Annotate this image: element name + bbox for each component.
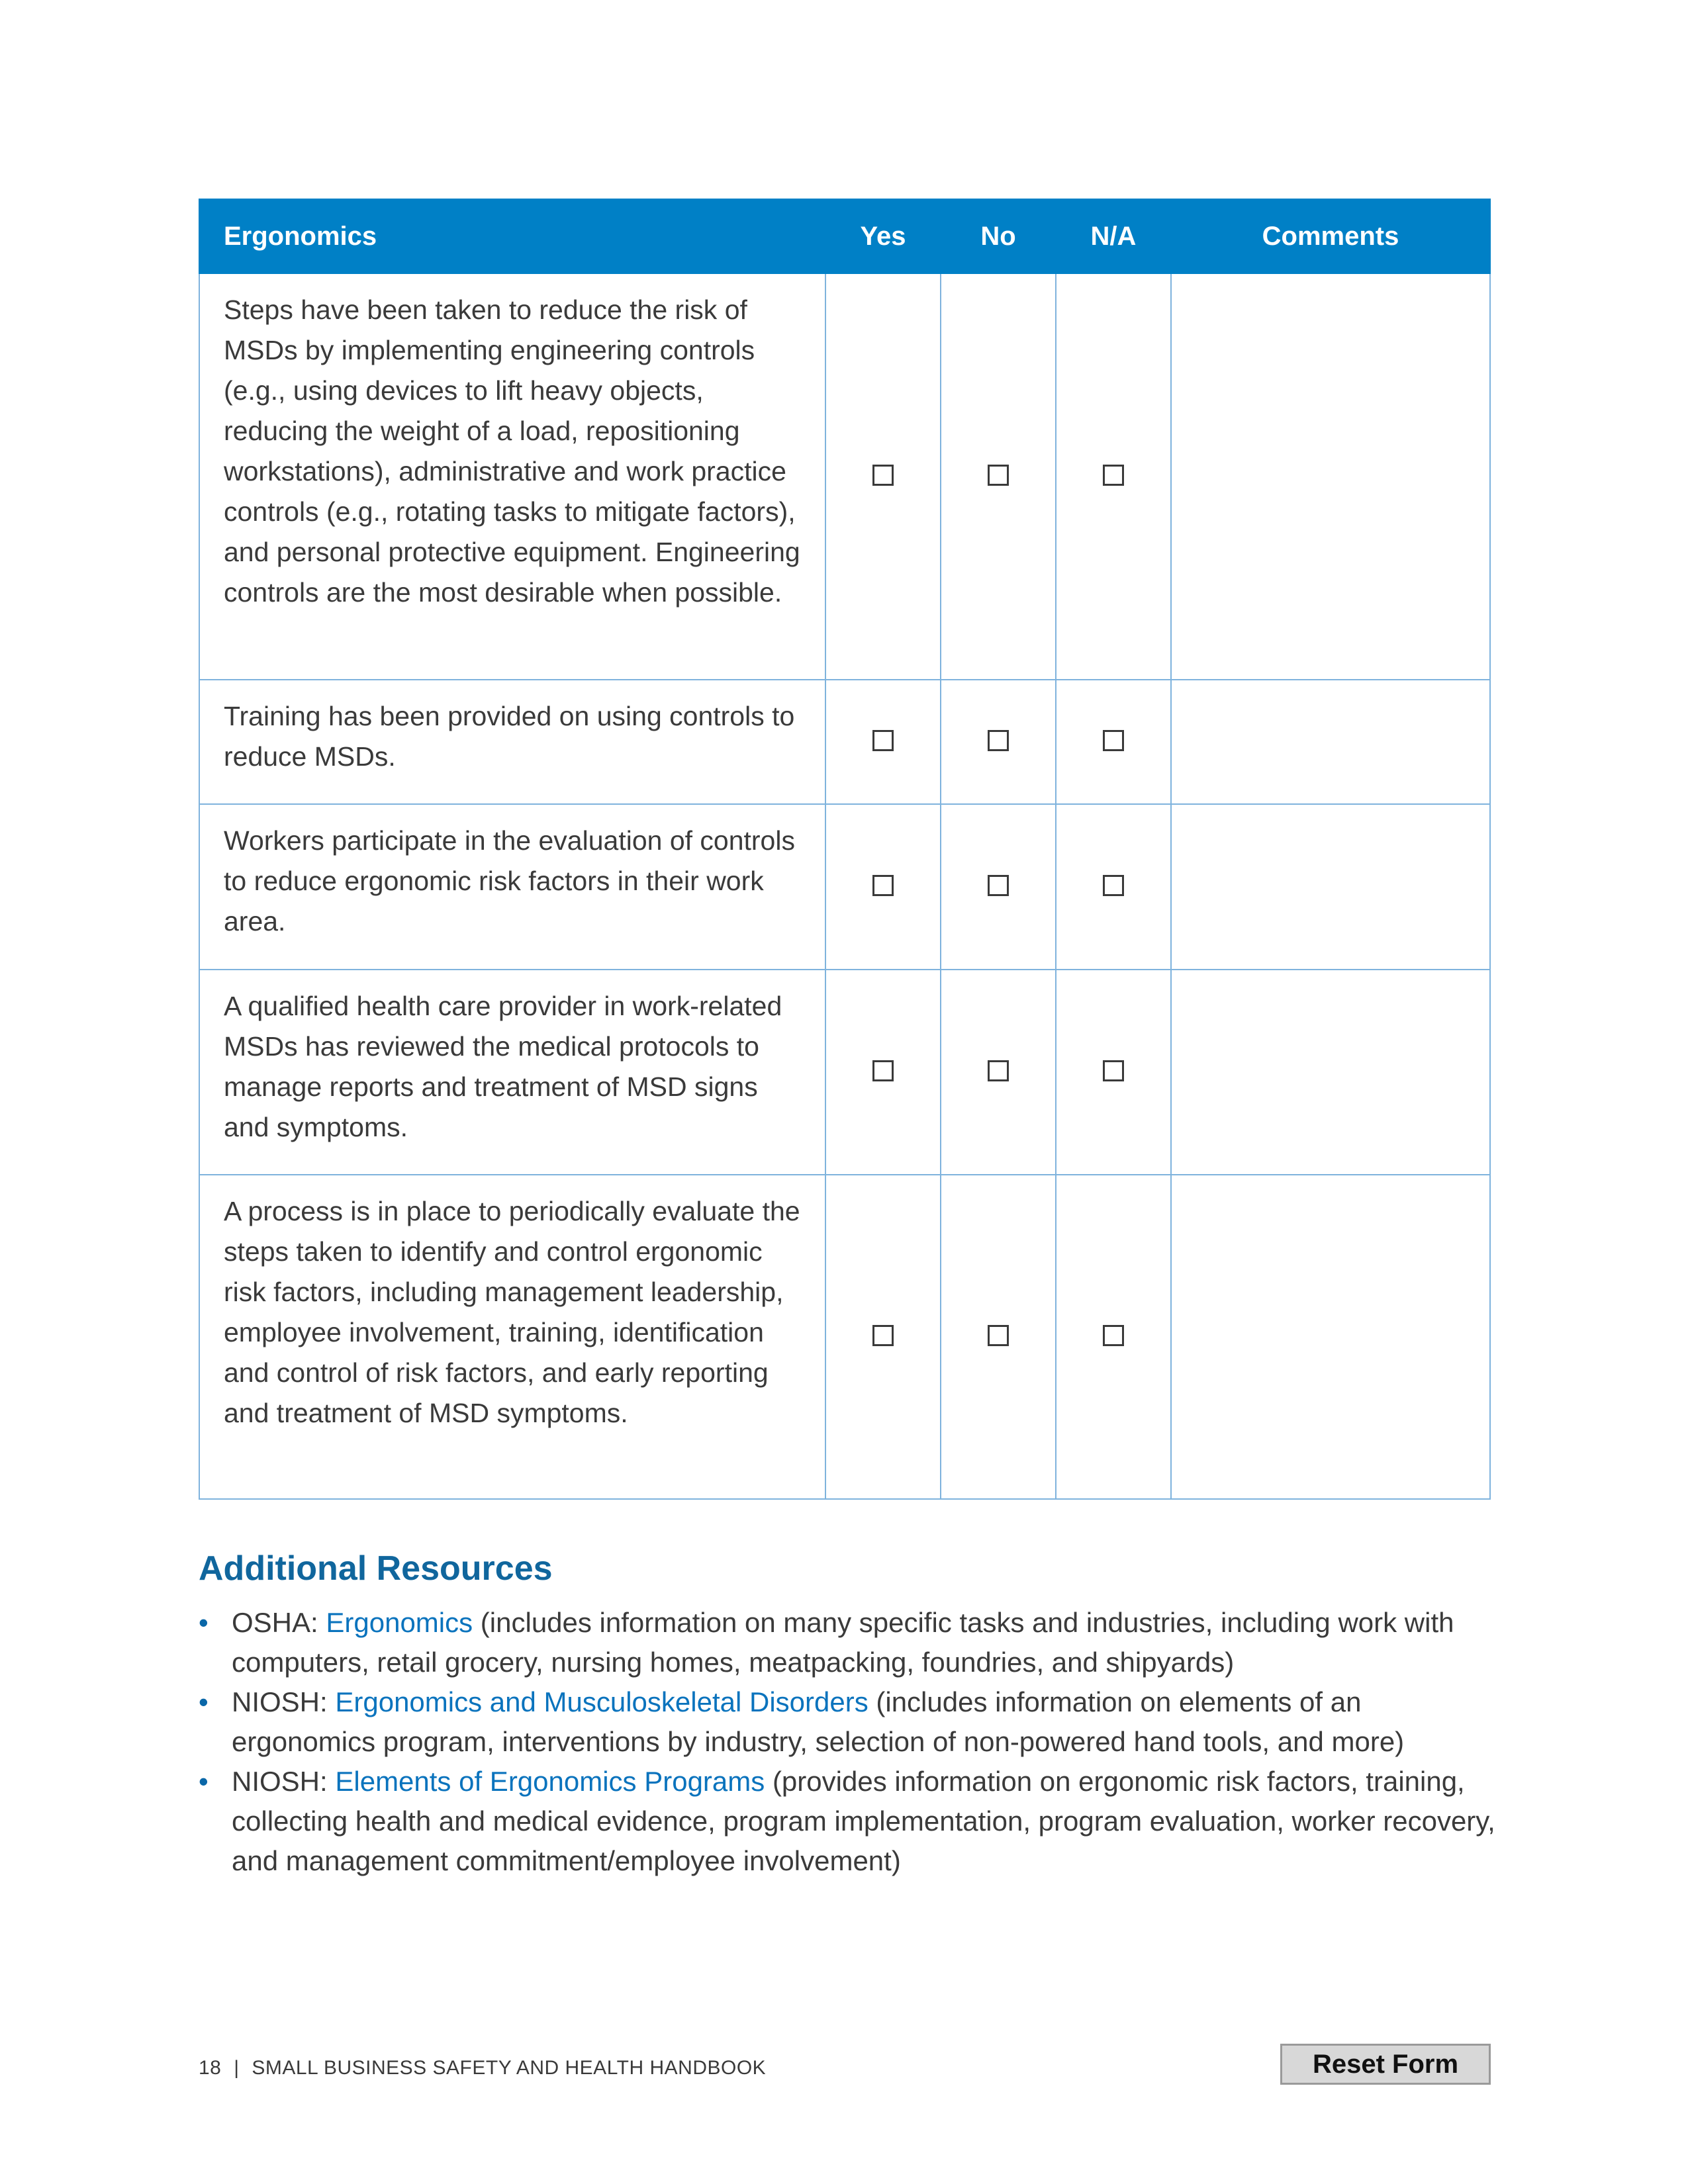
- no-cell: [941, 804, 1056, 970]
- no-checkbox[interactable]: [988, 730, 1009, 751]
- no-cell: [941, 273, 1056, 680]
- na-checkbox[interactable]: [1103, 730, 1124, 751]
- yes-checkbox[interactable]: [872, 1325, 894, 1346]
- yes-cell: [825, 1175, 941, 1499]
- table-row: [199, 273, 1490, 680]
- yes-cell: [825, 680, 941, 804]
- comments-field[interactable]: [1171, 1175, 1490, 1499]
- list-item: [199, 1682, 1496, 1762]
- no-cell: [941, 680, 1056, 804]
- question-text: Training has been provided on using controls to reduce MSDs.: [199, 680, 825, 804]
- reset-form-button[interactable]: Reset Form: [1280, 2044, 1491, 2085]
- na-checkbox[interactable]: [1103, 875, 1124, 896]
- yes-checkbox[interactable]: [872, 465, 894, 486]
- header-comments: Comments: [1171, 199, 1490, 273]
- no-checkbox[interactable]: [988, 1060, 1009, 1081]
- no-checkbox[interactable]: [988, 875, 1009, 896]
- header-no: No: [941, 199, 1056, 273]
- bullet-icon: •: [199, 1686, 209, 1717]
- table-row: [199, 1175, 1490, 1499]
- resource-description: (provides information on ergonomic risk factors, training, collecting health and medical evidence, program implementation, program evaluation, worker recovery, and management commitment/employee involvement): [232, 1766, 1495, 1876]
- table-row: [199, 970, 1490, 1175]
- ergonomics-checklist-table: [199, 199, 1491, 1500]
- table-row: [199, 804, 1490, 970]
- header-ergonomics: Ergonomics: [199, 199, 825, 273]
- comments-field[interactable]: [1171, 804, 1490, 970]
- resource-source: OSHA:: [232, 1607, 326, 1638]
- na-cell: [1056, 273, 1171, 680]
- resources-list: [199, 1603, 1496, 1881]
- resource-source: NIOSH:: [232, 1686, 336, 1717]
- no-cell: [941, 970, 1056, 1175]
- page-footer: [199, 2057, 766, 2079]
- na-checkbox[interactable]: [1103, 1325, 1124, 1346]
- na-cell: [1056, 804, 1171, 970]
- resource-description: (includes information on elements of an ergonomics program, interventions by industry, selection of non-powered hand tools, and more): [232, 1686, 1405, 1757]
- resource-description: (includes information on many specific tasks and industries, including work with computers, retail grocery, nursing homes, meatpacking, foundries, and shipyards): [232, 1607, 1454, 1678]
- yes-checkbox[interactable]: [872, 730, 894, 751]
- table-row: [199, 680, 1490, 804]
- na-checkbox[interactable]: [1103, 1060, 1124, 1081]
- question-text: Steps have been taken to reduce the risk of MSDs by implementing engineering controls (e.g., using devices to lift heavy objects, reducing the weight of a load, repositioning workstations), administrative and work practice controls (e.g., rotating tasks to mitigate factors), and personal protective equipment. Engineering controls are the most desirable when possible.: [199, 273, 825, 680]
- table-header-row: [199, 199, 1490, 273]
- question-text: A process is in place to periodically evaluate the steps taken to identify and control ergonomic risk factors, including management leadership, employee involvement, training, identification and control of risk factors, and early reporting and treatment of MSD symptoms.: [199, 1175, 825, 1499]
- na-cell: [1056, 1175, 1171, 1499]
- page-number: 18: [199, 2057, 222, 2079]
- na-cell: [1056, 970, 1171, 1175]
- additional-resources-heading: Additional Resources: [199, 1549, 553, 1588]
- na-checkbox[interactable]: [1103, 465, 1124, 486]
- na-cell: [1056, 680, 1171, 804]
- yes-cell: [825, 273, 941, 680]
- bullet-icon: •: [199, 1766, 209, 1797]
- list-item: [199, 1603, 1496, 1682]
- ergonomics-link[interactable]: Ergonomics: [326, 1607, 473, 1638]
- comments-field[interactable]: [1171, 970, 1490, 1175]
- header-na: N/A: [1056, 199, 1171, 273]
- comments-field[interactable]: [1171, 273, 1490, 680]
- no-checkbox[interactable]: [988, 1325, 1009, 1346]
- yes-cell: [825, 804, 941, 970]
- no-checkbox[interactable]: [988, 465, 1009, 486]
- no-cell: [941, 1175, 1056, 1499]
- header-yes: Yes: [825, 199, 941, 273]
- yes-checkbox[interactable]: [872, 1060, 894, 1081]
- question-text: A qualified health care provider in work-related MSDs has reviewed the medical protocols to manage reports and treatment of MSD signs and symptoms.: [199, 970, 825, 1175]
- comments-field[interactable]: [1171, 680, 1490, 804]
- question-text: Workers participate in the evaluation of controls to reduce ergonomic risk factors in their work area.: [199, 804, 825, 970]
- yes-checkbox[interactable]: [872, 875, 894, 896]
- elements-ergonomics-programs-link[interactable]: Elements of Ergonomics Programs: [335, 1766, 765, 1797]
- ergonomics-msd-link[interactable]: Ergonomics and Musculoskeletal Disorders: [335, 1686, 868, 1717]
- list-item: [199, 1762, 1496, 1881]
- resource-source: NIOSH:: [232, 1766, 336, 1797]
- bullet-icon: •: [199, 1607, 209, 1638]
- yes-cell: [825, 970, 941, 1175]
- footer-separator: |: [234, 2057, 240, 2079]
- handbook-title: SMALL BUSINESS SAFETY AND HEALTH HANDBOOK: [252, 2057, 767, 2079]
